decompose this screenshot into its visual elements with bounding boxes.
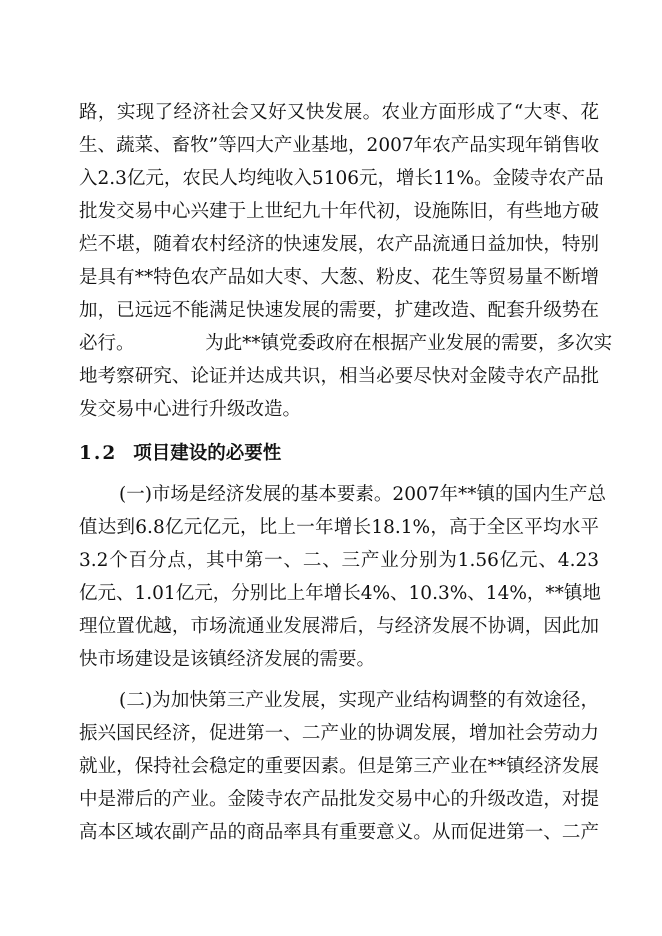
paragraph-1-line-10: 发交易中心进行升级改造。	[79, 399, 302, 420]
paragraph-1-line-1: 路，实现了经济社会又好又快发展。农业方面形成了“大枣、花	[79, 102, 599, 123]
paragraph-1-line-7: 加，已远远不能满足快速发展的需要，扩建改造、配套升级势在	[79, 300, 599, 321]
section-title: 项目建设的必要性	[133, 443, 282, 464]
paragraph-2-line-3: 3.2个百分点，其中第一、二、三产业分别为1.56亿元、4.23	[79, 550, 599, 571]
paragraph-3-line-5: 高本区域农副产品的商品率具有重要意义。从而促进第一、二产	[79, 822, 599, 843]
paragraph-2-line-2: 值达到6.8亿元亿元，比上一年增长18.1%，高于全区平均水平	[79, 517, 599, 538]
paragraph-3-line-1: (二)为加快第三产业发展，实现产业结构调整的有效途径，	[119, 690, 599, 711]
paragraph-2-line-1: (一)市场是经济发展的基本要素。2007年**镇的国内生产总	[119, 484, 607, 505]
paragraph-1-line-5: 烂不堪，随着农村经济的快速发展，农产品流通日益加快，特别	[79, 234, 599, 255]
paragraph-3-line-4: 中是滞后的产业。金陵寺农产品批发交易中心的升级改造，对提	[79, 789, 599, 810]
paragraph-1-line-6: 是具有**特色农产品如大枣、大葱、粉皮、花生等贸易量不断增	[79, 267, 599, 288]
paragraph-2-line-4: 亿元、1.01亿元，分别比上年增长4%、10.3%、14%，**镇地	[79, 583, 601, 604]
paragraph-1-line-9: 地考察研究、论证并达成共识，相当必要尽快对金陵寺农产品批	[79, 366, 599, 387]
paragraph-3-line-3: 就业，保持社会稳定的重要因素。但是第三产业在**镇经济发展	[79, 756, 599, 777]
section-number: 1.2	[79, 443, 118, 464]
paragraph-1-line-8: 必行。 为此**镇党委政府在根据产业发展的需要，多次实	[79, 333, 613, 354]
paragraph-1-line-3: 入2.3亿元，农民人均纯收入5106元，增长11%。金陵寺农产品	[79, 168, 604, 189]
paragraph-2-line-6: 快市场建设是该镇经济发展的需要。	[79, 649, 376, 670]
paragraph-1-line-4: 批发交易中心兴建于上世纪九十年代初，设施陈旧，有些地方破	[79, 201, 599, 222]
paragraph-2-line-5: 理位置优越，市场流通业发展滞后，与经济发展不协调，因此加	[79, 616, 599, 637]
paragraph-3-line-2: 振兴国民经济，促进第一、二产业的协调发展，增加社会劳动力	[79, 723, 599, 744]
paragraph-1-line-2: 生、蔬菜、畜牧”等四大产业基地，2007年农产品实现年销售收	[79, 135, 599, 156]
section-heading	[79, 445, 281, 464]
